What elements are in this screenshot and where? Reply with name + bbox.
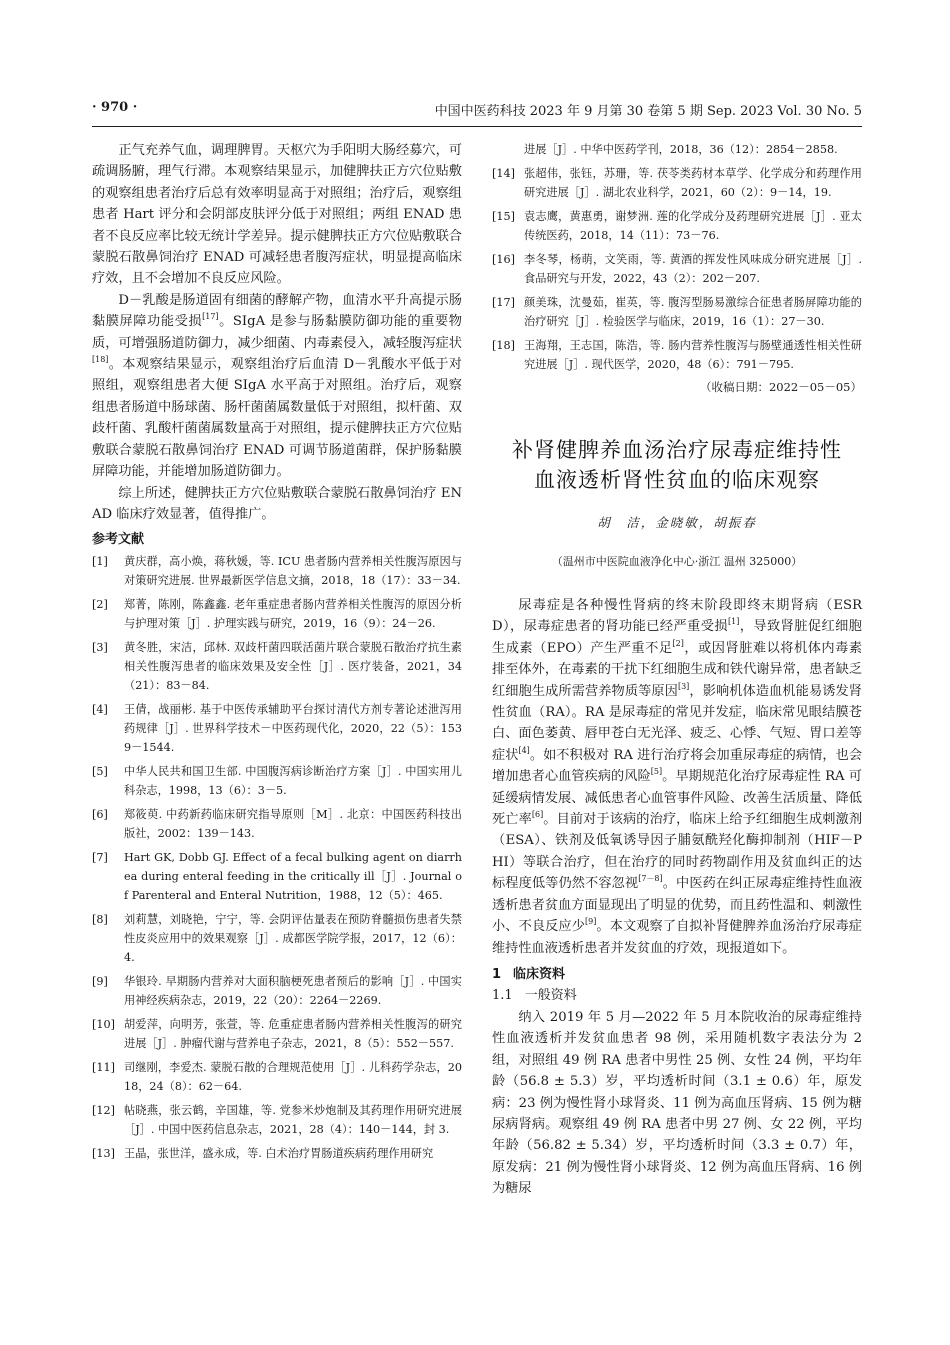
reference-item: [18] 王海翔，王志国，陈浩，等. 肠内营养性腹泻与肠壁通透性相关性研究进展［J］. 现代医学，2020，48（6）：791－795. <box>492 339 862 371</box>
subsection-heading: 1.1 一般资料 <box>492 987 577 1003</box>
authors: 胡 洁，金晓敏，胡振春 <box>597 515 757 530</box>
left-column <box>92 140 462 1168</box>
header-rule <box>92 126 862 127</box>
reference-item: [17] 颜美珠，沈曼茹，崔英，等. 腹泻型肠易激综合征患者肠屏障功能的治疗研究［J］. 检验医学与临床，2019，16（1）：27－30. <box>492 296 862 328</box>
reference-item: [2] 郑菁，陈刚，陈鑫鑫. 老年重症患者肠内营养相关性腹泻的原因分析与护理对策［J］. 护理实践与研究，2019，16（9）：24－26. <box>92 598 462 631</box>
reference-item: [12] 帖晓燕，张云鹤，辛国雄，等. 党参米炒炮制及其药理作用研究进展［J］. 中国中医药信息杂志，2021，28（4）：140－144，封 3. <box>92 1104 462 1137</box>
reference-item: [16] 李冬琴，杨萌，文笑雨，等. 黄酒的挥发性风味成分研究进展［J］. 食品研究与开发，2022，43（2）：202－207. <box>492 253 862 285</box>
reference-item: [13] 王晶，张世洋，盛永成，等. 白术治疗胃肠道疾病药理作用研究 <box>92 1147 434 1161</box>
citation: [18] <box>92 355 109 365</box>
general-data-paragraph: 纳入 2019 年 5 月—2022 年 5 月本院收治的尿毒症维持性血液透析并发贫血患者 98 例，采用随机数字表法分为 2 组，对照组 49 例 RA 患者中男性 25 例、女性 24 例，平均年龄（56.8 ± 5.3）岁，平均透析时间（3.1 ± 0.6）年，原发病：23 例为慢性肾小球肾炎、11 例为高血压肾病、15 例为糖尿病肾病。观察组 49 例 RA 患者中男 27 例、女 22 例，平均年龄（56.82 ± 5.34）岁，平均透析时间（3.3 ± 0.7）年，原发病：21 例为慢性肾小球肾炎、12 例为高血压肾病、16 例为糖尿 <box>492 1009 862 1197</box>
citation: [4] <box>518 745 530 755</box>
citation: [3] <box>677 681 690 691</box>
introduction-paragraph: 尿毒症是各种慢性肾病的终末阶段即终末期肾病（ESRD），尿毒症患者的肾功能已经严重受损[1]，导致肾脏促红细胞生成素（EPO）产生严重不足[2]，或因肾脏难以将机体内毒素排至体外，在毒素的干扰下红细胞生成和铁代谢异常，患者缺乏红细胞生成所需营养物质等原因[3]，影响机体造血机能易诱发肾性贫血（RA）。RA 是尿毒症的常见并发症，临床常见眼结膜苍白、面色萎黄、唇甲苍白无光泽、疲乏、心悸、气短、胃口差等症状[4]。如不积极对 RA 进行治疗将会加重尿毒症的病情，也会增加患者心血管疾病的风险[5]。早期规范化治疗尿毒症性 RA 可延缓病情发展、减低患者心血管事件风险、改善生活质量、降低死亡率[6]。目前对于该病的治疗，临床上给予红细胞生成刺激剂（ESA）、铁剂及低氧诱导因子脯氨酰羟化酶抑制剂（HIF－PHI）等联合治疗，但在治疗的同时药物副作用及贫血纠正的达标程度低等仍然不容忽视[7－8]。中医药在纠正尿毒症维持性血液透析患者贫血方面显现出了明显的优势，而且药性温和、刺激性小、不良反应少[9]。本文观察了自拟补肾健脾养血汤治疗尿毒症维持性血液透析患者并发贫血的疗效，现报道如下。 <box>492 598 863 956</box>
reference-item: [1] 黄庆群，高小焕，蒋秋媛，等. ICU 患者肠内营养相关性腹泻原因与对策研究进展. 世界最新医学信息文摘，2018，18（17）：33－34. <box>92 555 462 588</box>
conclusion-paragraph: 综上所述，健脾扶正方穴位贴敷联合蒙脱石散鼻饲治疗 ENAD 临床疗效显著，值得推广。 <box>92 485 462 522</box>
citation: [6] <box>531 810 544 820</box>
reference-item: [9] 华银玲. 早期肠内营养对大面积脑梗死患者预后的影响［J］. 中国实用神经疾病杂志，2019，22（20）：2264－2269. <box>92 975 462 1008</box>
page-number: · 970 · <box>92 100 138 115</box>
reference-item: [3] 黄冬胜，宋洁，邱林. 双歧杆菌四联活菌片联合蒙脱石散治疗抗生素相关性腹泻患者的临床效果及安全性［J］. 医疗装备，2021，34（21）：83－84. <box>92 641 462 693</box>
citation: [7－8] <box>638 874 663 884</box>
reference-item: [8] 刘莉慧，刘晓艳，宁宁，等. 会阴评估量表在预防脊髓损伤患者失禁性皮炎应用中的效果观察［J］. 成都医学院学报，2017，12（6）：4. <box>92 913 462 965</box>
reference-item: [4] 王倩，战丽彬. 基于中医传承辅助平台探讨清代方剂专著论述泄泻用药规律［J］. 世界科学技术－中医药现代化，2020，22（5）：1539－1544. <box>92 703 462 755</box>
reference-list <box>92 552 462 1163</box>
received-date: （收稿日期：2022－05－05） <box>699 380 862 394</box>
citation: [2] <box>672 638 684 648</box>
reference-item: [14] 张超伟，张钰，苏珊，等. 茯苓类药材本草学、化学成分和药理作用研究进展［J］. 湖北农业科学，2021，60（2）：9－14，19. <box>492 167 862 199</box>
citation: [1] <box>728 617 740 627</box>
citation: [9] <box>584 917 597 927</box>
right-column <box>492 140 862 1200</box>
reference-item: [7] Hart GK, Dobb GJ. Effect of a fecal bulking agent on diarrhea during enteral feeding in the critically ill［J］. Journal of Parenteral and Enteral Nutrition，1988，12（5）：465. <box>92 851 462 903</box>
affiliation: （温州市中医院血液净化中心·浙江 温州 325000） <box>551 555 803 568</box>
reference-item-continued: 进展［J］. 中华中医药学刊，2018，36（12）：2854－2858. <box>524 143 838 156</box>
citation: [5] <box>650 767 663 777</box>
references-heading: 参考文献 <box>92 532 145 548</box>
reference-item: [11] 司继刚，李爱杰. 蒙脱石散的合理规范使用［J］. 儿科药学杂志，2018，24（8）：62－64. <box>92 1061 462 1094</box>
running-header <box>92 98 862 120</box>
discussion-paragraph-1: 正气充养气血，调理脾胃。天枢穴为手阳明大肠经募穴，可疏调肠腑，理气行滞。本观察结果显示，加健脾扶正方穴位贴敷的观察组患者治疗后总有效率明显高于对照组；治疗后，观察组患者 Hart 评分和会阴部皮肤评分低于对照组；两组 ENAD 患者不良反应率比较无统计学差异。提示健脾扶正方穴位贴敷联合蒙脱石散鼻饲治疗 ENAD 可减轻患者腹泻症状，明显提高临床疗效，且不会增加不良反应风险。 <box>92 143 462 287</box>
reference-item: [6] 郑筱萸. 中药新药临床研究指导原则［M］. 北京：中国医药科技出版社，2002：139－143. <box>92 808 462 841</box>
citation: [17] <box>202 312 219 322</box>
article-title: 补肾健脾养血汤治疗尿毒症维持性 血液透析肾性贫血的临床观察 <box>512 438 842 492</box>
reference-item: [10] 胡爱萍，向明芳，张萱，等. 危重症患者肠内营养相关性腹泻的研究进展［J］. 肿瘤代谢与营养电子杂志，2021，8（5）：552－557. <box>92 1018 462 1051</box>
journal-info: 中国中医药科技 2023 年 9 月第 30 卷第 5 期 Sep. 2023 Vol. 30 No. 5 <box>434 104 862 119</box>
reference-item: [15] 袁志鹰，黄惠勇，谢梦洲. 莲的化学成分及药理研究进展［J］. 亚太传统医药，2018，14（11）：73－76. <box>492 210 862 242</box>
section-heading: 1 临床资料 <box>492 966 566 982</box>
discussion-paragraph-2: D－乳酸是肠道固有细菌的酵解产物，血清水平升高提示肠黏膜屏障功能受损[17]。SIgA 是参与肠黏膜防御功能的重要物质，可增强肠道防御力，减少细菌、内毒素侵入，减轻腹泻症状[18]。本观察结果显示，观察组治疗后血清 D－乳酸水平低于对照组，观察组患者大便 SIgA 水平高于对照组。治疗后，观察组患者肠道中肠球菌、肠杆菌菌属数量低于对照组，拟杆菌、双歧杆菌、乳酸杆菌菌属数量高于对照组，提示健脾扶正方穴位贴敷联合蒙脱石散鼻饲治疗 ENAD 可调节肠道菌群，保护肠黏膜屏障功能，并能增加肠道防御力。 <box>92 292 462 480</box>
reference-item: [5] 中华人民共和国卫生部. 中国腹泻病诊断治疗方案［J］. 中国实用儿科杂志，1998，13（6）：3－5. <box>92 765 462 798</box>
